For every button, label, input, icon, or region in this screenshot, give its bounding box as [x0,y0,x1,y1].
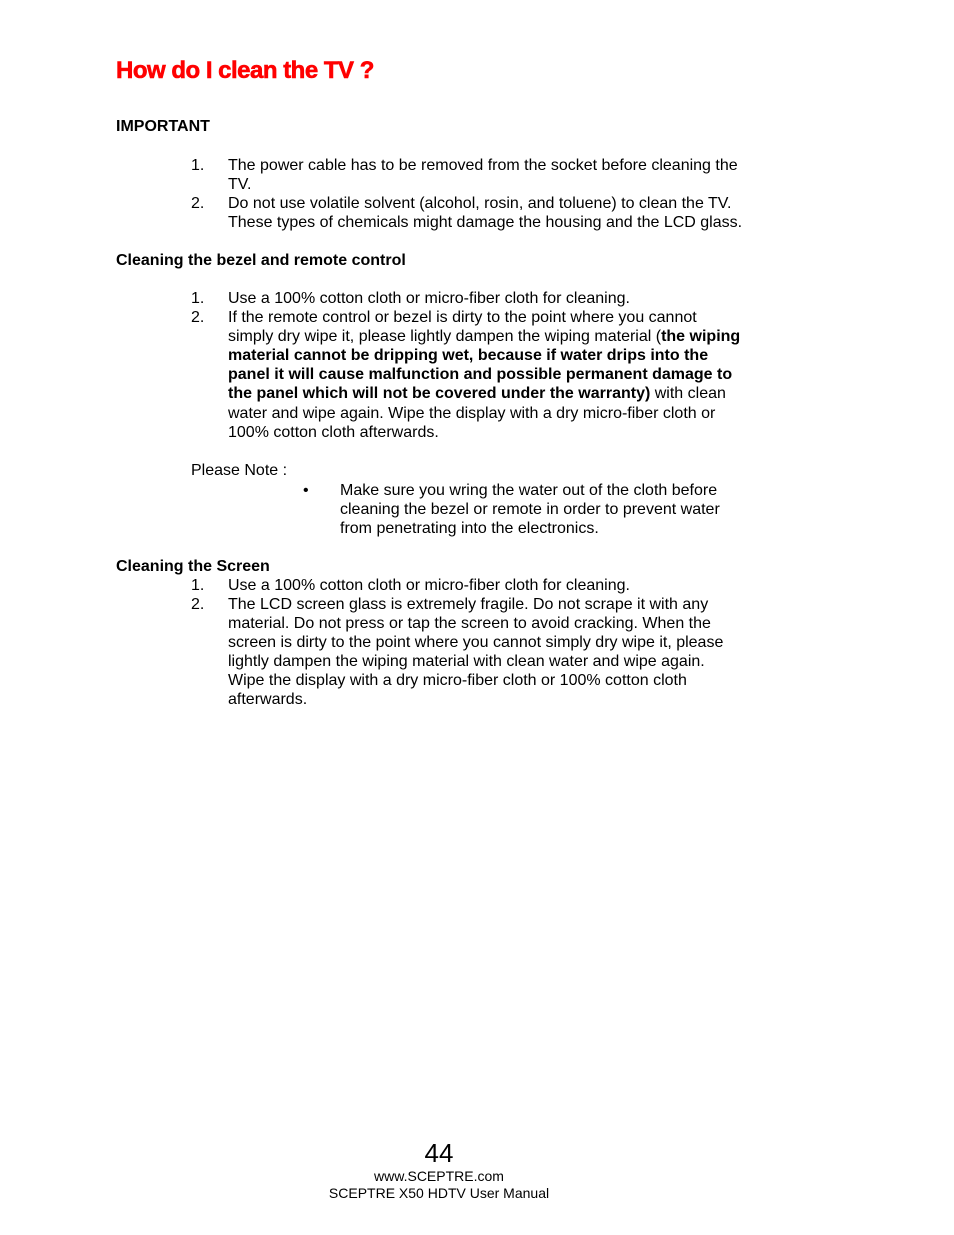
list-text-line [228,384,768,403]
list-text-line: Use a 100% cotton cloth or micro-fiber cloth for cleaning. [228,577,630,594]
warning-text: the panel which will not be covered under the warranty) [228,385,651,402]
list-number: 1. [191,290,205,307]
list-text-line [228,327,768,346]
footer-manual-title: SCEPTRE X50 HDTV User Manual [328,1185,550,1201]
warning-text: the wiping [661,328,741,345]
screen-heading: Cleaning the Screen [116,558,270,575]
note-text-line: Make sure you wring the water out of the cloth before [340,482,718,499]
plain-text: with clean [650,385,726,402]
important-heading: IMPORTANT [116,118,210,135]
footer-website: www.SCEPTRE.com [374,1168,504,1184]
list-text-line: Do not use volatile solvent (alcohol, rosin, and toluene) to clean the TV. [228,195,732,212]
list-text-line: Wipe the display with a dry micro-fiber cloth or 100% cotton cloth [228,672,687,689]
page-title: How do I clean the TV ? [116,57,374,84]
list-text-line: TV. [228,176,252,193]
plain-text: simply dry wipe it, please lightly dampen the wiping material ( [228,328,662,345]
warning-text: material cannot be dripping wet, because if water drips into the [228,347,709,364]
list-text-line: water and wipe again. Wipe the display with a dry micro-fiber cloth or [228,405,716,422]
list-text-line: lightly dampen the wiping material with clean water and wipe again. [228,653,705,670]
list-number: 1. [191,157,205,174]
note-text-line: from penetrating into the electronics. [340,520,599,537]
list-text-line: afterwards. [228,691,308,708]
list-text-line: If the remote control or bezel is dirty to the point where you cannot [228,309,697,326]
list-text-line: Use a 100% cotton cloth or micro-fiber cloth for cleaning. [228,290,630,307]
list-text-line: These types of chemicals might damage the housing and the LCD glass. [228,214,743,231]
warning-text: panel it will cause malfunction and possible permanent damage to [228,366,733,383]
page-number: 44 [424,1138,454,1168]
list-text-line: The LCD screen glass is extremely fragile. Do not scrape it with any [228,596,709,613]
list-number: 1. [191,577,205,594]
list-number: 2. [191,195,205,212]
list-number: 2. [191,596,205,613]
note-text-line: cleaning the bezel or remote in order to prevent water [340,501,720,518]
bezel-heading: Cleaning the bezel and remote control [116,252,406,269]
note-label: Please Note : [191,462,288,479]
list-number: 2. [191,309,205,326]
list-text-line: screen is dirty to the point where you cannot simply dry wipe it, please [228,634,724,651]
list-text-line: material. Do not press or tap the screen to avoid cracking. When the [228,615,711,632]
list-text-line: 100% cotton cloth afterwards. [228,424,439,441]
bullet-icon: • [303,482,309,499]
list-text-line: The power cable has to be removed from the socket before cleaning the [228,157,738,174]
